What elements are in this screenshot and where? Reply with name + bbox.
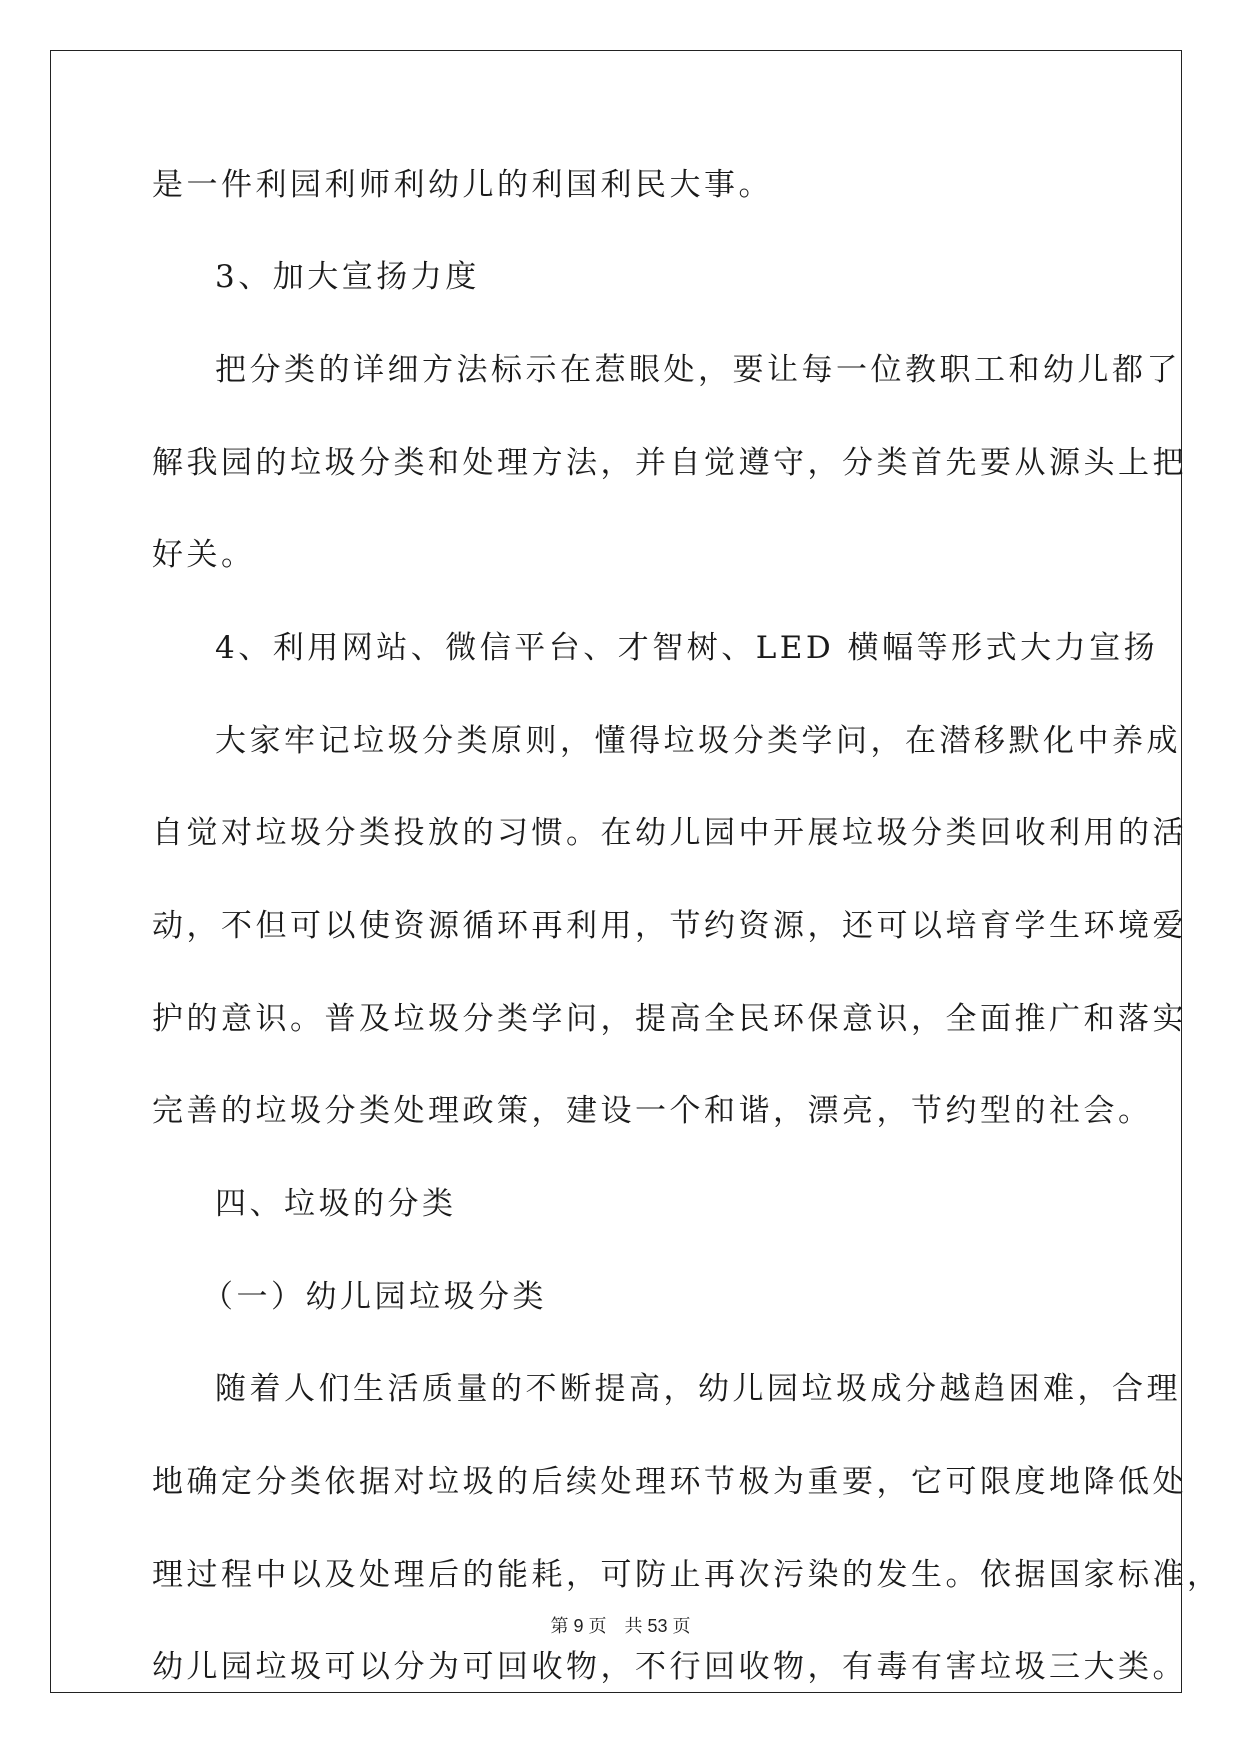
paragraph-line: 是一件利园利师利幼儿的利国利民大事。 (152, 167, 773, 203)
section-heading: 3、加大宣扬力度 (215, 259, 480, 295)
paragraph-line: 动，不但可以使资源循环再利用，节约资源，还可以培育学生环境爱 (152, 908, 1187, 944)
paragraph-line: 护的意识。普及垃圾分类学问，提高全民环保意识，全面推广和落实 (152, 1001, 1187, 1037)
paragraph-line: 解我园的垃圾分类和处理方法，并自觉遵守，分类首先要从源头上把 (152, 445, 1187, 481)
paragraph-line: 好关。 (152, 537, 256, 573)
paragraph-line: 把分类的详细方法标示在惹眼处，要让每一位教职工和幼儿都了 (215, 352, 1181, 388)
paragraph-line: 地确定分类依据对垃圾的后续处理环节极为重要，它可限度地降低处 (152, 1464, 1187, 1500)
page-total: 共 53 页 (624, 1616, 691, 1636)
page-footer (0, 1612, 1241, 1638)
paragraph-line: 幼儿园垃圾可以分为可回收物，不行回收物，有毒有害垃圾三大类。 (152, 1649, 1187, 1685)
paragraph-line: 随着人们生活质量的不断提高，幼儿园垃圾成分越趋困难，合理 (215, 1371, 1181, 1407)
paragraph-line: 完善的垃圾分类处理政策，建设一个和谐，漂亮，节约型的社会。 (152, 1093, 1153, 1129)
paragraph-line: 理过程中以及处理后的能耗，可防止再次污染的发生。依据国家标准， (152, 1557, 1222, 1593)
subsection-heading: （一）幼儿园垃圾分类 (202, 1279, 547, 1315)
paragraph-line: 大家牢记垃圾分类原则，懂得垃圾分类学问，在潜移默化中养成 (215, 723, 1181, 759)
page-number: 第 9 页 (550, 1616, 607, 1636)
section-heading: 四、垃圾的分类 (215, 1186, 457, 1222)
paragraph-line: 自觉对垃圾分类投放的习惯。在幼儿园中开展垃圾分类回收利用的活 (152, 815, 1187, 851)
section-heading: 4、利用网站、微信平台、才智树、LED 横幅等形式大力宣扬 (215, 630, 1159, 666)
